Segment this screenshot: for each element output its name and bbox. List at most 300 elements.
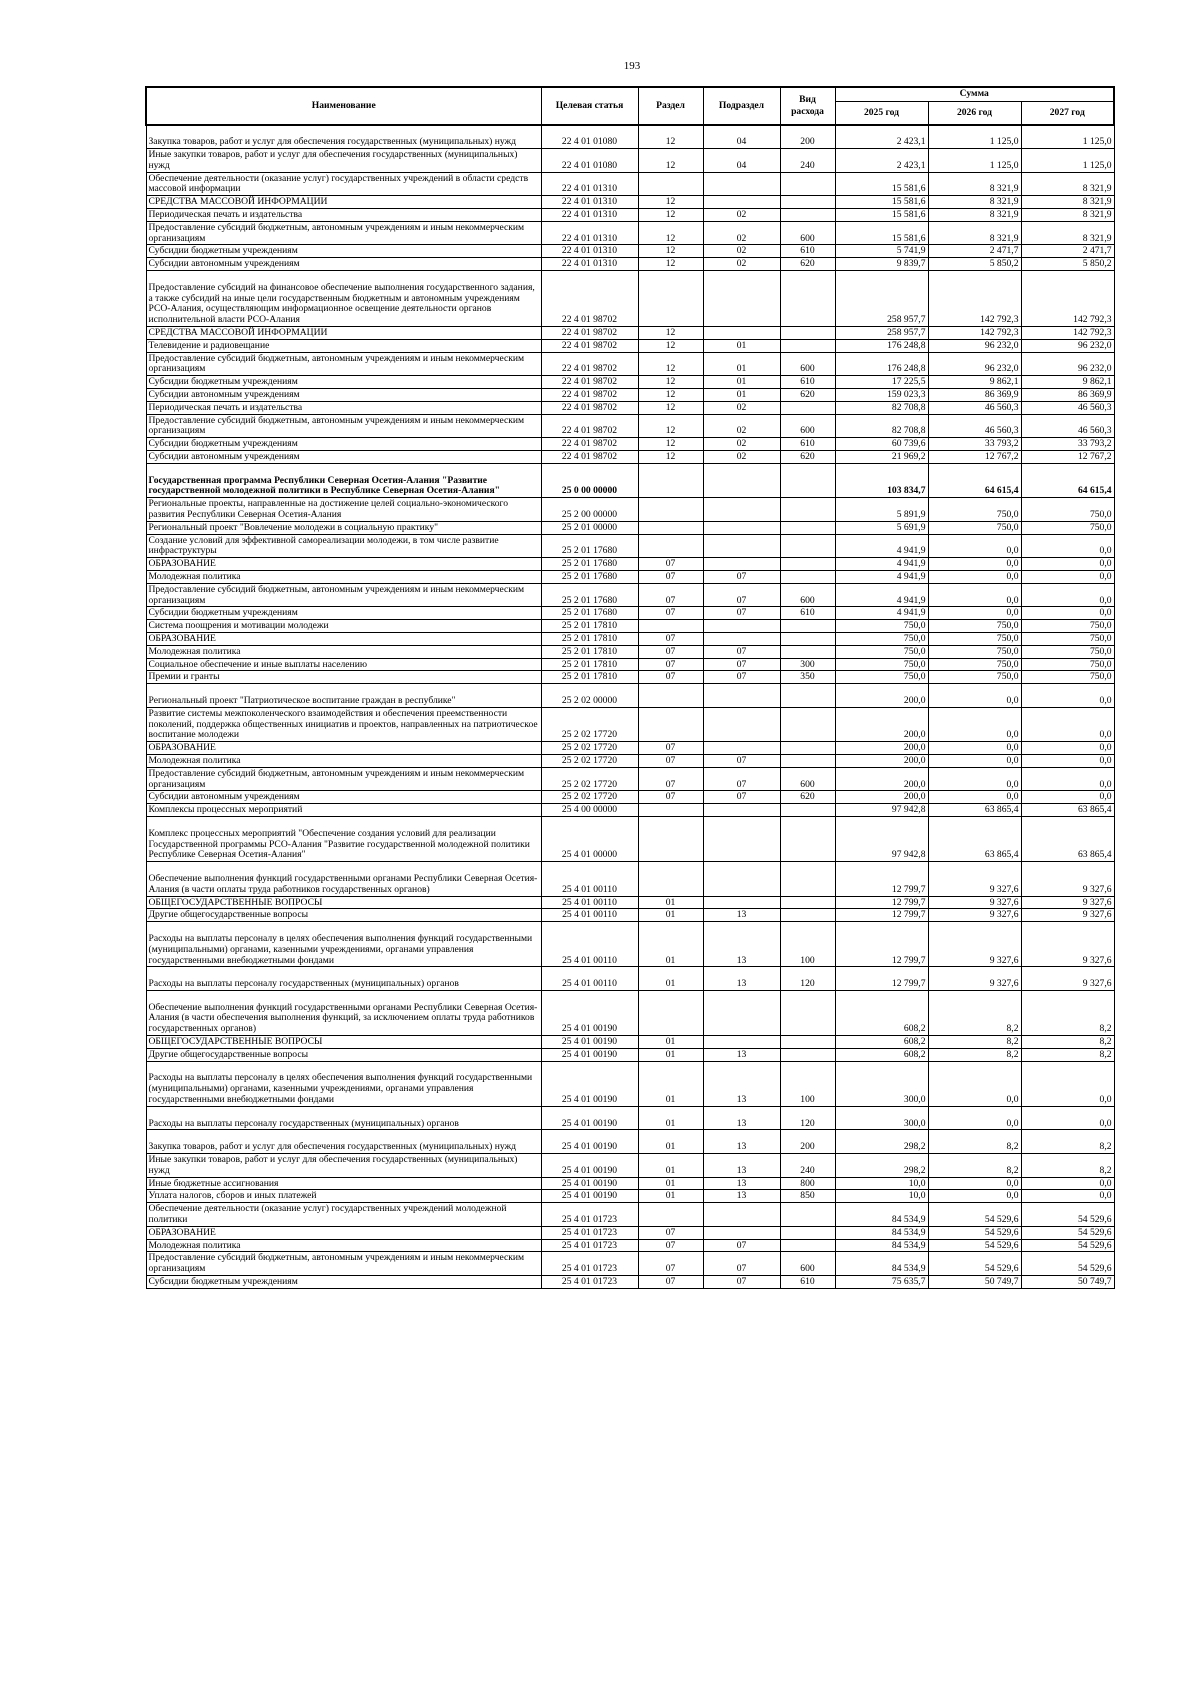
row-target-article: 22 4 01 98702 bbox=[541, 352, 638, 376]
header-section: Раздел bbox=[638, 87, 703, 125]
row-name: Предоставление субсидий бюджетным, автономным учреждениям и иным некоммерческим организациям bbox=[146, 414, 541, 438]
row-sum-2025: 300,0 bbox=[835, 1061, 928, 1106]
row-name: Субсидии автономным учреждениям bbox=[146, 791, 541, 804]
row-sum-2025: 82 708,8 bbox=[835, 401, 928, 414]
row-expense-kind: 610 bbox=[780, 376, 835, 389]
row-sum-2026: 46 560,3 bbox=[928, 414, 1021, 438]
row-sum-2027: 0,0 bbox=[1021, 767, 1114, 791]
header-expense-kind: Вид расхода bbox=[780, 87, 835, 125]
row-sum-2025: 608,2 bbox=[835, 1048, 928, 1061]
row-name: Предоставление субсидий бюджетным, автономным учреждениям и иным некоммерческим организациям bbox=[146, 352, 541, 376]
row-expense-kind bbox=[780, 632, 835, 645]
row-target-article: 22 4 01 98702 bbox=[541, 327, 638, 340]
row-target-article: 25 4 01 00190 bbox=[541, 1190, 638, 1203]
header-year-2026: 2026 год bbox=[928, 101, 1021, 125]
row-subsection bbox=[703, 804, 780, 817]
row-sum-2027: 9 327,6 bbox=[1021, 909, 1114, 922]
row-sum-2027: 142 792,3 bbox=[1021, 327, 1114, 340]
row-sum-2027: 9 327,6 bbox=[1021, 896, 1114, 909]
row-sum-2025: 60 739,6 bbox=[835, 438, 928, 451]
row-subsection: 13 bbox=[703, 909, 780, 922]
row-sum-2025: 4 941,9 bbox=[835, 558, 928, 571]
row-expense-kind bbox=[780, 754, 835, 767]
row-name: Расходы на выплаты персоналу государственных (муниципальных) органов bbox=[146, 967, 541, 991]
row-sum-2025: 4 941,9 bbox=[835, 607, 928, 620]
row-sum-2027: 0,0 bbox=[1021, 707, 1114, 741]
row-expense-kind bbox=[780, 684, 835, 708]
row-expense-kind bbox=[780, 990, 835, 1035]
row-sum-2027: 8,2 bbox=[1021, 1154, 1114, 1178]
table-row bbox=[146, 438, 1114, 451]
row-name: ОБРАЗОВАНИЕ bbox=[146, 632, 541, 645]
table-row bbox=[146, 209, 1114, 222]
row-section: 01 bbox=[638, 1036, 703, 1049]
row-name: Региональный проект "Патриотическое воспитание граждан в республике" bbox=[146, 684, 541, 708]
table-row bbox=[146, 742, 1114, 755]
row-sum-2027: 750,0 bbox=[1021, 658, 1114, 671]
row-target-article: 25 4 01 01723 bbox=[541, 1226, 638, 1239]
row-sum-2026: 96 232,0 bbox=[928, 352, 1021, 376]
row-name: Периодическая печать и издательства bbox=[146, 209, 541, 222]
row-sum-2026: 0,0 bbox=[928, 1106, 1021, 1130]
table-row bbox=[146, 172, 1114, 196]
table-row bbox=[146, 463, 1114, 497]
row-sum-2027: 2 471,7 bbox=[1021, 245, 1114, 258]
row-section: 01 bbox=[638, 1177, 703, 1190]
row-section: 07 bbox=[638, 632, 703, 645]
row-expense-kind bbox=[780, 1048, 835, 1061]
row-target-article: 25 4 01 00190 bbox=[541, 1061, 638, 1106]
row-section: 07 bbox=[638, 1276, 703, 1289]
row-sum-2027: 46 560,3 bbox=[1021, 414, 1114, 438]
row-sum-2026: 750,0 bbox=[928, 521, 1021, 534]
row-section: 01 bbox=[638, 1154, 703, 1178]
row-section: 12 bbox=[638, 245, 703, 258]
row-sum-2026: 0,0 bbox=[928, 583, 1021, 607]
row-sum-2027: 750,0 bbox=[1021, 645, 1114, 658]
row-expense-kind: 620 bbox=[780, 258, 835, 271]
row-sum-2027: 0,0 bbox=[1021, 1106, 1114, 1130]
row-target-article: 25 4 01 00190 bbox=[541, 1036, 638, 1049]
table-row bbox=[146, 620, 1114, 633]
row-sum-2027: 9 327,6 bbox=[1021, 862, 1114, 896]
row-expense-kind bbox=[780, 1203, 835, 1227]
row-section: 12 bbox=[638, 451, 703, 464]
row-subsection bbox=[703, 816, 780, 861]
row-sum-2026: 50 749,7 bbox=[928, 1276, 1021, 1289]
row-sum-2027: 8,2 bbox=[1021, 1130, 1114, 1154]
row-sum-2026: 33 793,2 bbox=[928, 438, 1021, 451]
row-sum-2026: 0,0 bbox=[928, 558, 1021, 571]
row-target-article: 25 2 01 17680 bbox=[541, 534, 638, 558]
row-target-article: 25 4 01 00110 bbox=[541, 922, 638, 967]
row-sum-2025: 5 691,9 bbox=[835, 521, 928, 534]
row-subsection bbox=[703, 707, 780, 741]
row-sum-2027: 0,0 bbox=[1021, 742, 1114, 755]
row-name: ОБЩЕГОСУДАРСТВЕННЫЕ ВОПРОСЫ bbox=[146, 1036, 541, 1049]
row-expense-kind: 850 bbox=[780, 1190, 835, 1203]
table-row bbox=[146, 401, 1114, 414]
row-sum-2027: 750,0 bbox=[1021, 632, 1114, 645]
table-row bbox=[146, 221, 1114, 245]
row-expense-kind bbox=[780, 209, 835, 222]
row-sum-2027: 9 862,1 bbox=[1021, 376, 1114, 389]
row-sum-2026: 0,0 bbox=[928, 791, 1021, 804]
row-subsection bbox=[703, 271, 780, 327]
row-sum-2026: 8 321,9 bbox=[928, 172, 1021, 196]
row-sum-2026: 750,0 bbox=[928, 498, 1021, 522]
row-target-article: 25 2 01 17810 bbox=[541, 671, 638, 684]
row-target-article: 25 4 01 00190 bbox=[541, 1130, 638, 1154]
row-sum-2027: 750,0 bbox=[1021, 498, 1114, 522]
table-row bbox=[146, 804, 1114, 817]
row-sum-2026: 8,2 bbox=[928, 1130, 1021, 1154]
row-subsection: 13 bbox=[703, 1154, 780, 1178]
row-section: 12 bbox=[638, 327, 703, 340]
row-subsection: 13 bbox=[703, 922, 780, 967]
row-target-article: 25 2 01 00000 bbox=[541, 521, 638, 534]
row-name: Закупка товаров, работ и услуг для обеспечения государственных (муниципальных) нужд bbox=[146, 1130, 541, 1154]
row-subsection bbox=[703, 896, 780, 909]
row-subsection: 13 bbox=[703, 1048, 780, 1061]
row-target-article: 22 4 01 01310 bbox=[541, 258, 638, 271]
row-sum-2026: 63 865,4 bbox=[928, 816, 1021, 861]
row-expense-kind bbox=[780, 707, 835, 741]
row-expense-kind: 610 bbox=[780, 607, 835, 620]
row-section bbox=[638, 463, 703, 497]
table-row bbox=[146, 1190, 1114, 1203]
table-row bbox=[146, 1276, 1114, 1289]
row-section: 07 bbox=[638, 791, 703, 804]
row-expense-kind: 240 bbox=[780, 1154, 835, 1178]
row-sum-2025: 200,0 bbox=[835, 754, 928, 767]
row-expense-kind bbox=[780, 909, 835, 922]
table-row bbox=[146, 1061, 1114, 1106]
header-year-2027: 2027 год bbox=[1021, 101, 1114, 125]
row-name: Социальное обеспечение и иные выплаты населению bbox=[146, 658, 541, 671]
row-subsection: 04 bbox=[703, 125, 780, 149]
row-sum-2026: 5 850,2 bbox=[928, 258, 1021, 271]
row-section: 07 bbox=[638, 742, 703, 755]
row-sum-2025: 298,2 bbox=[835, 1130, 928, 1154]
table-row bbox=[146, 1130, 1114, 1154]
row-sum-2025: 15 581,6 bbox=[835, 196, 928, 209]
table-row bbox=[146, 791, 1114, 804]
row-sum-2025: 750,0 bbox=[835, 671, 928, 684]
row-target-article: 25 2 02 17720 bbox=[541, 767, 638, 791]
row-sum-2027: 33 793,2 bbox=[1021, 438, 1114, 451]
row-sum-2025: 82 708,8 bbox=[835, 414, 928, 438]
row-expense-kind bbox=[780, 620, 835, 633]
row-target-article: 22 4 01 01310 bbox=[541, 221, 638, 245]
row-sum-2027: 63 865,4 bbox=[1021, 816, 1114, 861]
row-sum-2026: 12 767,2 bbox=[928, 451, 1021, 464]
header-subsection: Подраздел bbox=[703, 87, 780, 125]
table-row bbox=[146, 339, 1114, 352]
row-subsection: 07 bbox=[703, 1252, 780, 1276]
row-target-article: 22 4 01 98702 bbox=[541, 389, 638, 402]
row-sum-2026: 8 321,9 bbox=[928, 221, 1021, 245]
table-row bbox=[146, 389, 1114, 402]
row-section: 07 bbox=[638, 754, 703, 767]
table-row bbox=[146, 414, 1114, 438]
row-sum-2025: 750,0 bbox=[835, 620, 928, 633]
row-sum-2027: 750,0 bbox=[1021, 521, 1114, 534]
row-sum-2025: 750,0 bbox=[835, 645, 928, 658]
row-sum-2027: 46 560,3 bbox=[1021, 401, 1114, 414]
row-subsection: 01 bbox=[703, 376, 780, 389]
row-subsection: 07 bbox=[703, 645, 780, 658]
row-sum-2027: 0,0 bbox=[1021, 1177, 1114, 1190]
row-subsection: 13 bbox=[703, 1061, 780, 1106]
header-name: Наименование bbox=[146, 87, 541, 125]
table-row bbox=[146, 671, 1114, 684]
row-name: Обеспечение выполнения функций государственными органами Республики Северная Осетия-Алания (в части обеспечения выполнения функций, за исключением оплаты труда работников государственных органов) bbox=[146, 990, 541, 1035]
row-subsection: 07 bbox=[703, 754, 780, 767]
row-target-article: 22 4 01 98702 bbox=[541, 339, 638, 352]
row-target-article: 25 2 01 17680 bbox=[541, 583, 638, 607]
row-name: ОБРАЗОВАНИЕ bbox=[146, 742, 541, 755]
row-name: Иные бюджетные ассигнования bbox=[146, 1177, 541, 1190]
row-subsection: 02 bbox=[703, 438, 780, 451]
row-target-article: 22 4 01 01310 bbox=[541, 209, 638, 222]
row-section: 12 bbox=[638, 389, 703, 402]
row-name: Молодежная политика bbox=[146, 571, 541, 584]
row-expense-kind bbox=[780, 463, 835, 497]
table-row bbox=[146, 196, 1114, 209]
row-sum-2026: 63 865,4 bbox=[928, 804, 1021, 817]
row-subsection: 13 bbox=[703, 1177, 780, 1190]
row-subsection bbox=[703, 463, 780, 497]
row-sum-2025: 4 941,9 bbox=[835, 534, 928, 558]
row-target-article: 22 4 01 01310 bbox=[541, 245, 638, 258]
row-name: Предоставление субсидий бюджетным, автономным учреждениям и иным некоммерческим организациям bbox=[146, 1252, 541, 1276]
row-subsection: 01 bbox=[703, 389, 780, 402]
row-sum-2026: 2 471,7 bbox=[928, 245, 1021, 258]
row-sum-2026: 0,0 bbox=[928, 767, 1021, 791]
row-subsection: 02 bbox=[703, 245, 780, 258]
table-row bbox=[146, 967, 1114, 991]
row-section: 01 bbox=[638, 1061, 703, 1106]
row-target-article: 25 4 01 00190 bbox=[541, 1106, 638, 1130]
row-target-article: 25 4 01 01723 bbox=[541, 1239, 638, 1252]
row-target-article: 22 4 01 98702 bbox=[541, 414, 638, 438]
row-sum-2027: 8 321,9 bbox=[1021, 196, 1114, 209]
row-section bbox=[638, 521, 703, 534]
row-name: Региональные проекты, направленные на достижение целей социально-экономического развития Республики Северная Осетия-Алания bbox=[146, 498, 541, 522]
row-target-article: 22 4 01 01310 bbox=[541, 196, 638, 209]
row-sum-2027: 12 767,2 bbox=[1021, 451, 1114, 464]
row-name: ОБРАЗОВАНИЕ bbox=[146, 558, 541, 571]
row-section: 12 bbox=[638, 414, 703, 438]
row-sum-2025: 84 534,9 bbox=[835, 1226, 928, 1239]
row-sum-2027: 50 749,7 bbox=[1021, 1276, 1114, 1289]
row-subsection bbox=[703, 862, 780, 896]
row-sum-2025: 97 942,8 bbox=[835, 804, 928, 817]
row-sum-2025: 17 225,5 bbox=[835, 376, 928, 389]
row-name: Обеспечение деятельности (оказание услуг) государственных учреждений молодежной политики bbox=[146, 1203, 541, 1227]
row-target-article: 25 4 01 01723 bbox=[541, 1203, 638, 1227]
row-sum-2025: 15 581,6 bbox=[835, 172, 928, 196]
row-sum-2025: 200,0 bbox=[835, 742, 928, 755]
row-name: ОБЩЕГОСУДАРСТВЕННЫЕ ВОПРОСЫ bbox=[146, 896, 541, 909]
row-sum-2026: 0,0 bbox=[928, 1061, 1021, 1106]
row-sum-2026: 142 792,3 bbox=[928, 271, 1021, 327]
row-sum-2026: 9 862,1 bbox=[928, 376, 1021, 389]
row-sum-2025: 9 839,7 bbox=[835, 258, 928, 271]
table-row bbox=[146, 990, 1114, 1035]
row-target-article: 25 4 01 00000 bbox=[541, 816, 638, 861]
row-sum-2025: 10,0 bbox=[835, 1177, 928, 1190]
table-row bbox=[146, 816, 1114, 861]
row-sum-2027: 96 232,0 bbox=[1021, 339, 1114, 352]
row-target-article: 25 4 00 00000 bbox=[541, 804, 638, 817]
table-row bbox=[146, 1177, 1114, 1190]
row-sum-2025: 2 423,1 bbox=[835, 125, 928, 149]
row-target-article: 25 4 01 00190 bbox=[541, 1154, 638, 1178]
row-name: Иные закупки товаров, работ и услуг для обеспечения государственных (муниципальных) нужд bbox=[146, 149, 541, 173]
table-row bbox=[146, 754, 1114, 767]
row-target-article: 25 4 01 01723 bbox=[541, 1252, 638, 1276]
row-target-article: 25 4 01 00110 bbox=[541, 862, 638, 896]
row-subsection: 13 bbox=[703, 1130, 780, 1154]
row-name: Субсидии автономным учреждениям bbox=[146, 389, 541, 402]
row-name: Уплата налогов, сборов и иных платежей bbox=[146, 1190, 541, 1203]
row-sum-2026: 54 529,6 bbox=[928, 1203, 1021, 1227]
row-subsection: 01 bbox=[703, 339, 780, 352]
row-sum-2025: 200,0 bbox=[835, 791, 928, 804]
row-section: 01 bbox=[638, 1190, 703, 1203]
row-sum-2025: 103 834,7 bbox=[835, 463, 928, 497]
row-section: 12 bbox=[638, 221, 703, 245]
table-row bbox=[146, 521, 1114, 534]
row-sum-2026: 0,0 bbox=[928, 607, 1021, 620]
page-number: 193 bbox=[623, 60, 641, 72]
budget-table bbox=[145, 86, 1115, 1289]
row-target-article: 25 2 01 17810 bbox=[541, 658, 638, 671]
row-expense-kind bbox=[780, 896, 835, 909]
row-expense-kind bbox=[780, 742, 835, 755]
row-sum-2026: 0,0 bbox=[928, 684, 1021, 708]
row-sum-2027: 0,0 bbox=[1021, 684, 1114, 708]
table-row bbox=[146, 498, 1114, 522]
row-sum-2027: 63 865,4 bbox=[1021, 804, 1114, 817]
row-name: Другие общегосударственные вопросы bbox=[146, 1048, 541, 1061]
row-expense-kind: 120 bbox=[780, 1106, 835, 1130]
table-row bbox=[146, 327, 1114, 340]
row-sum-2025: 4 941,9 bbox=[835, 571, 928, 584]
table-row bbox=[146, 896, 1114, 909]
row-section: 07 bbox=[638, 571, 703, 584]
row-name: Предоставление субсидий бюджетным, автономным учреждениям и иным некоммерческим организациям bbox=[146, 221, 541, 245]
row-expense-kind bbox=[780, 521, 835, 534]
row-expense-kind bbox=[780, 534, 835, 558]
table-row bbox=[146, 1106, 1114, 1130]
row-sum-2025: 12 799,7 bbox=[835, 922, 928, 967]
row-sum-2025: 2 423,1 bbox=[835, 149, 928, 173]
row-sum-2027: 54 529,6 bbox=[1021, 1203, 1114, 1227]
row-subsection: 02 bbox=[703, 401, 780, 414]
row-section: 12 bbox=[638, 438, 703, 451]
table-row bbox=[146, 645, 1114, 658]
row-expense-kind bbox=[780, 558, 835, 571]
row-subsection: 07 bbox=[703, 767, 780, 791]
row-name: Другие общегосударственные вопросы bbox=[146, 909, 541, 922]
row-target-article: 25 2 02 17720 bbox=[541, 707, 638, 741]
row-subsection: 01 bbox=[703, 352, 780, 376]
row-sum-2026: 54 529,6 bbox=[928, 1252, 1021, 1276]
row-section: 12 bbox=[638, 125, 703, 149]
row-target-article: 25 2 01 17810 bbox=[541, 645, 638, 658]
row-target-article: 22 4 01 98702 bbox=[541, 438, 638, 451]
row-sum-2027: 0,0 bbox=[1021, 791, 1114, 804]
row-sum-2027: 54 529,6 bbox=[1021, 1239, 1114, 1252]
table-row bbox=[146, 271, 1114, 327]
row-expense-kind bbox=[780, 645, 835, 658]
row-section: 12 bbox=[638, 352, 703, 376]
row-expense-kind bbox=[780, 1226, 835, 1239]
row-sum-2027: 0,0 bbox=[1021, 754, 1114, 767]
row-sum-2025: 12 799,7 bbox=[835, 909, 928, 922]
row-subsection: 07 bbox=[703, 607, 780, 620]
row-expense-kind bbox=[780, 804, 835, 817]
row-section: 12 bbox=[638, 149, 703, 173]
row-subsection bbox=[703, 684, 780, 708]
row-target-article: 25 4 01 00110 bbox=[541, 909, 638, 922]
row-sum-2025: 84 534,9 bbox=[835, 1239, 928, 1252]
row-name: СРЕДСТВА МАССОВОЙ ИНФОРМАЦИИ bbox=[146, 327, 541, 340]
row-section: 01 bbox=[638, 967, 703, 991]
row-target-article: 25 4 01 00110 bbox=[541, 896, 638, 909]
row-target-article: 22 4 01 98702 bbox=[541, 401, 638, 414]
row-sum-2025: 200,0 bbox=[835, 684, 928, 708]
row-subsection bbox=[703, 534, 780, 558]
table-row bbox=[146, 451, 1114, 464]
table-row bbox=[146, 571, 1114, 584]
row-subsection bbox=[703, 632, 780, 645]
row-sum-2026: 9 327,6 bbox=[928, 922, 1021, 967]
row-target-article: 25 2 02 17720 bbox=[541, 791, 638, 804]
row-sum-2027: 0,0 bbox=[1021, 1190, 1114, 1203]
row-target-article: 25 2 02 17720 bbox=[541, 754, 638, 767]
row-sum-2025: 176 248,8 bbox=[835, 339, 928, 352]
table-row bbox=[146, 352, 1114, 376]
row-expense-kind bbox=[780, 339, 835, 352]
row-name: Субсидии бюджетным учреждениям bbox=[146, 1276, 541, 1289]
row-expense-kind bbox=[780, 1036, 835, 1049]
row-name: Молодежная политика bbox=[146, 754, 541, 767]
row-sum-2025: 159 023,3 bbox=[835, 389, 928, 402]
row-subsection: 02 bbox=[703, 209, 780, 222]
row-sum-2026: 9 327,6 bbox=[928, 909, 1021, 922]
table-row bbox=[146, 534, 1114, 558]
row-section: 07 bbox=[638, 607, 703, 620]
row-name: Создание условий для эффективной самореализации молодежи, в том числе развитие инфраструктуры bbox=[146, 534, 541, 558]
row-expense-kind: 350 bbox=[780, 671, 835, 684]
row-subsection: 07 bbox=[703, 671, 780, 684]
row-name: Обеспечение деятельности (оказание услуг) государственных учреждений в области средств массовой информации bbox=[146, 172, 541, 196]
table-row bbox=[146, 149, 1114, 173]
row-sum-2027: 8,2 bbox=[1021, 990, 1114, 1035]
row-sum-2025: 750,0 bbox=[835, 658, 928, 671]
table-row bbox=[146, 258, 1114, 271]
row-sum-2027: 5 850,2 bbox=[1021, 258, 1114, 271]
row-sum-2025: 5 741,9 bbox=[835, 245, 928, 258]
table-header bbox=[146, 87, 1114, 125]
row-sum-2025: 21 969,2 bbox=[835, 451, 928, 464]
row-sum-2026: 8 321,9 bbox=[928, 196, 1021, 209]
row-name: Молодежная политика bbox=[146, 645, 541, 658]
